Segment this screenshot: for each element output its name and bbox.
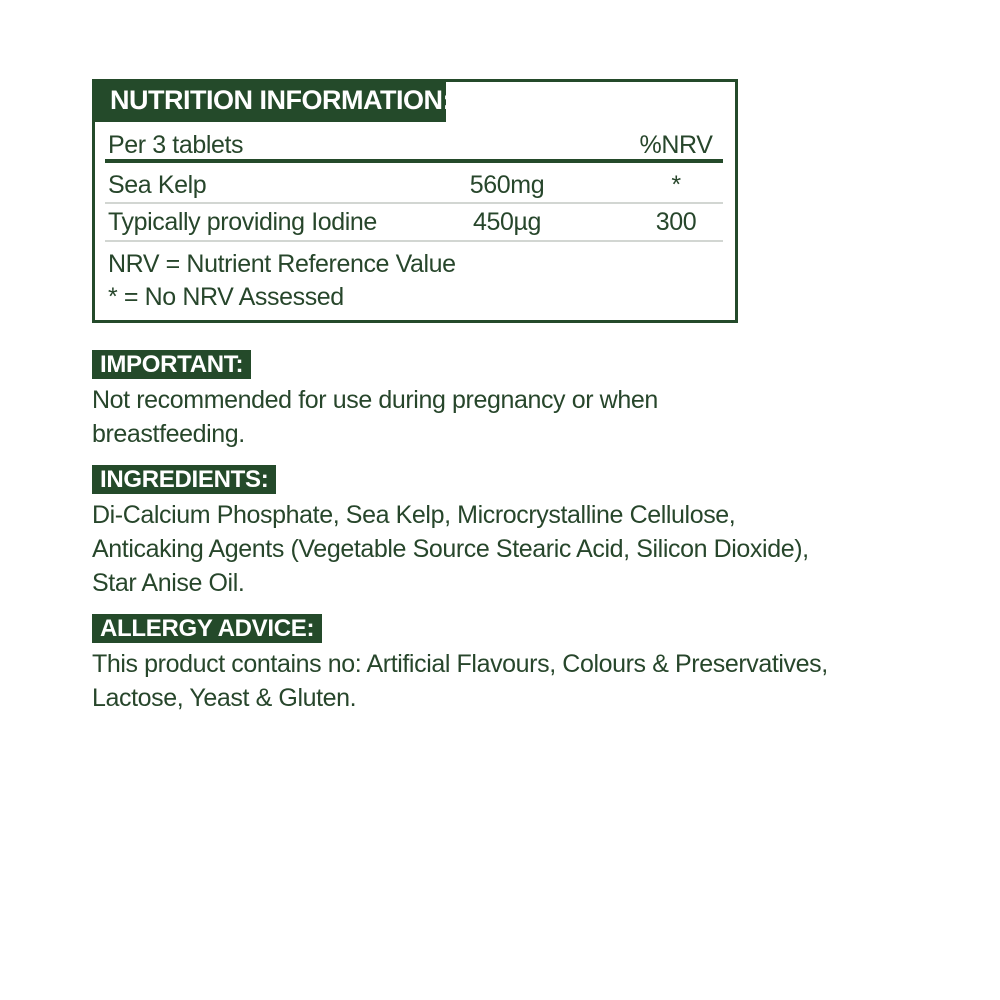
table-row bbox=[95, 208, 735, 238]
important-text bbox=[92, 383, 658, 451]
header-rule bbox=[105, 159, 723, 163]
important-label: IMPORTANT: bbox=[92, 350, 251, 379]
allergy-advice-label: ALLERGY ADVICE: bbox=[92, 614, 322, 643]
allergy-advice-text-line: This product contains no: Artificial Flavours, Colours & Preservatives, bbox=[92, 650, 828, 678]
table-row bbox=[95, 171, 735, 201]
nutrient-nrv: 300 bbox=[655, 208, 697, 236]
row-separator bbox=[105, 202, 723, 204]
row-separator bbox=[105, 240, 723, 242]
ingredients-text-line: Star Anise Oil. bbox=[92, 569, 245, 597]
nutrition-title: NUTRITION INFORMATION: bbox=[110, 85, 451, 115]
ingredients-text-line: Anticaking Agents (Vegetable Source Stearic Acid, Silicon Dioxide), bbox=[92, 535, 809, 563]
asterisk-footnote: * = No NRV Assessed bbox=[108, 283, 344, 311]
important-text-line: Not recommended for use during pregnancy or when bbox=[92, 386, 658, 414]
nutrition-table bbox=[92, 79, 738, 323]
nutrient-nrv: * bbox=[671, 171, 681, 199]
ingredients-text bbox=[92, 498, 809, 600]
ingredients-text-line: Di-Calcium Phosphate, Sea Kelp, Microcrystalline Cellulose, bbox=[92, 501, 736, 529]
ingredients-label: INGREDIENTS: bbox=[92, 465, 276, 494]
nutrient-name: Sea Kelp bbox=[108, 171, 207, 199]
allergy-advice-text bbox=[92, 647, 828, 715]
nrv-footnote: NRV = Nutrient Reference Value bbox=[108, 250, 456, 278]
nutrient-amount: 450µg bbox=[472, 208, 542, 236]
nutrient-name: Typically providing Iodine bbox=[108, 208, 377, 236]
table-header-row bbox=[95, 131, 735, 161]
allergy-advice-text-line: Lactose, Yeast & Gluten. bbox=[92, 684, 357, 712]
important-text-line: breastfeeding. bbox=[92, 420, 245, 448]
nrv-column-header: %NRV bbox=[639, 131, 713, 159]
nutrition-title-bar bbox=[92, 79, 451, 122]
nutrient-amount: 560mg bbox=[469, 171, 545, 199]
serving-size-header: Per 3 tablets bbox=[108, 131, 244, 159]
